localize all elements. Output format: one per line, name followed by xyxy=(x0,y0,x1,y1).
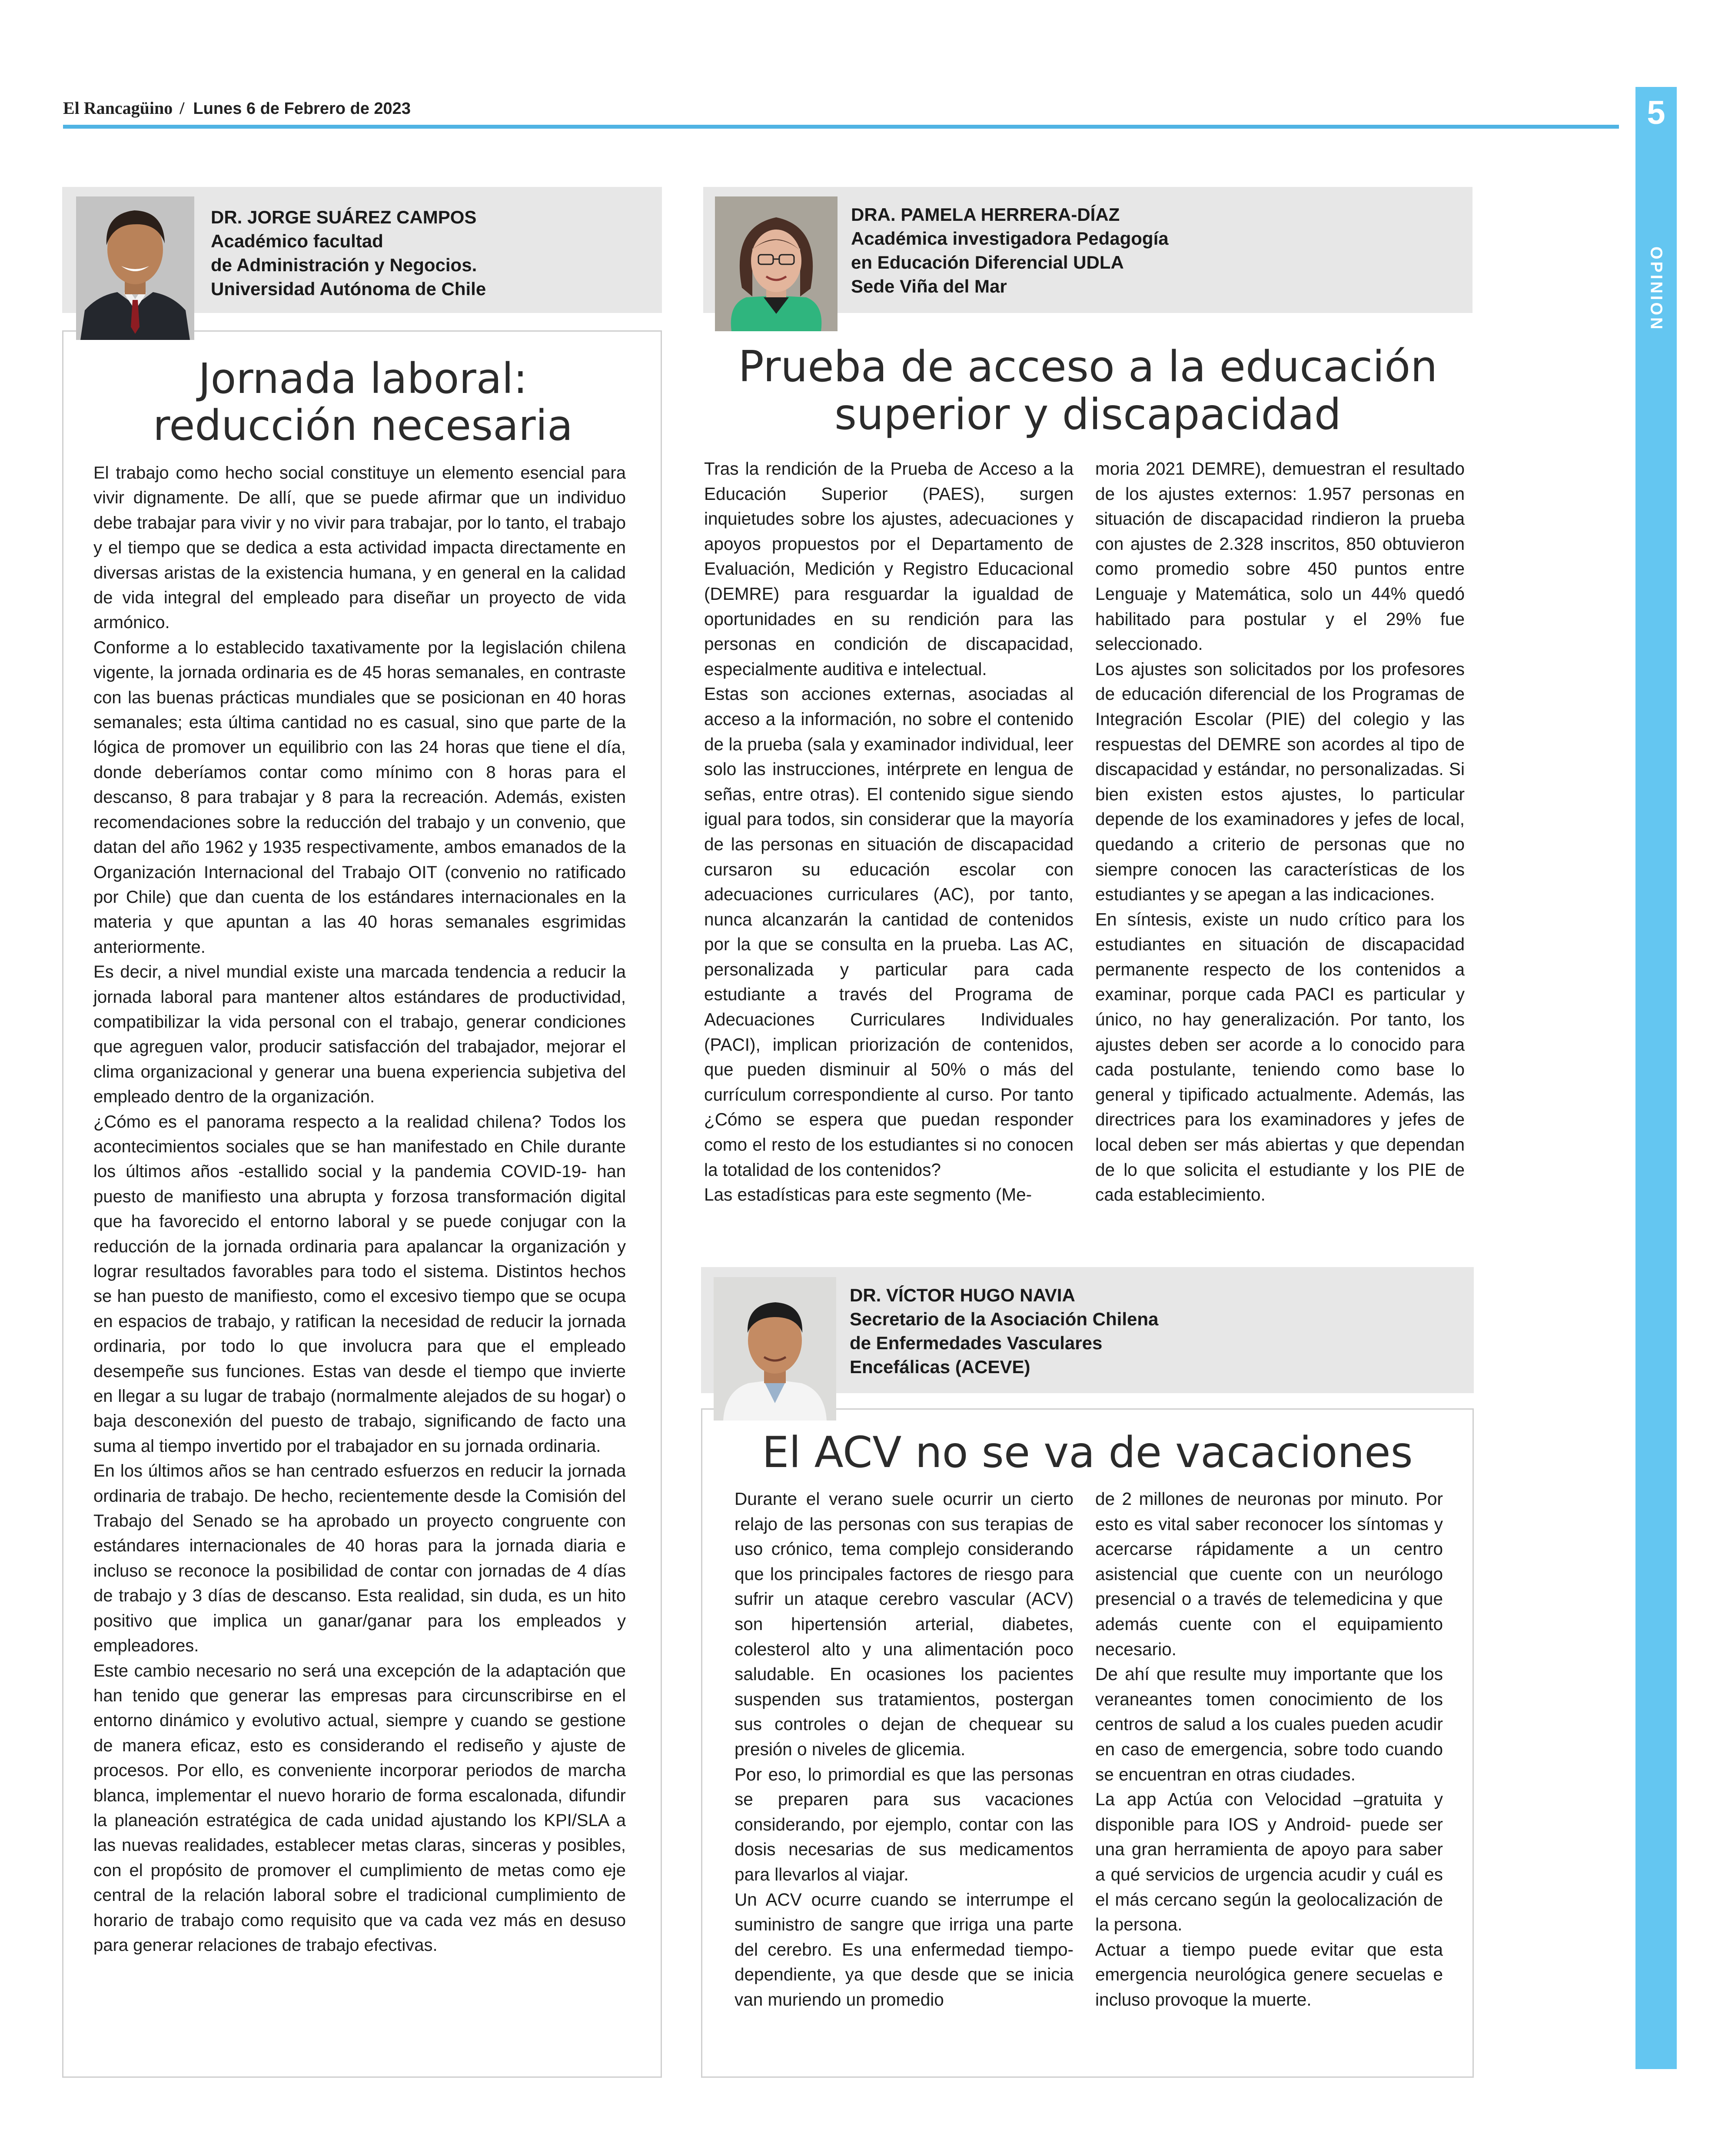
author-role: Universidad Autónoma de Chile xyxy=(211,279,486,299)
body-paragraph: Un ACV ocurre cuando se interrumpe el suministro de sangre que irriga una parte del cerebro. Es una enfermedad tiempo-dependiente, ya que desde que se inicia van muriendo un promedio xyxy=(735,1889,1074,2010)
body-paragraph: En síntesis, existe un nudo crítico para los estudiantes en situación de discapacidad permanente respecto de los contenidos a examinar, porque cada PACI es particular y único, no hay generalización. Por tanto, los ajustes deben ser acorde a lo conocido para cada postulante, teniendo como base lo general y tipificado actualmente. Además, las directrices para los examinadores y jefes de local deben ser más abiertas y que dependan de lo que solicita el estudiante y los PIE de cada establecimiento. xyxy=(1095,909,1465,1205)
headline-line: Jornada laboral: xyxy=(198,354,528,403)
body-paragraph: De ahí que resulte muy importante que los veraneantes tomen conocimiento de los centros de salud a los cuales pueden acudir en caso de emergencia, sobre todo cuando se encuentran en otras ciudades. xyxy=(1095,1664,1443,1784)
author-1-photo xyxy=(76,196,194,340)
headline-line: reducción necesaria xyxy=(153,401,573,450)
author-name: DRA. PAMELA HERRERA-DÍAZ xyxy=(851,204,1120,225)
body-paragraph: ¿Cómo es el panorama respecto a la realidad chilena? Todos los acontecimientos sociales que se han manifestado en Chile durante los últimos años -estallido social y la pandemia COVID-19- han puesto de manifiesto una abrupta y forzosa transformación digital que ha favorecido el entorno laboral y se puede conjugar con la reducción de la jornada ordinaria para apalancar la organización y lograr resultados favorables para todo el sistema. Distintos hechos se han puesto de manifiesto, como el excesivo tiempo que se ocupa en espacios de trabajo, y ratifican la necesidad de reducir la jornada ordinaria, por todo lo que involucra para que el empleado desempeñe sus funciones. Estas van desde el tiempo que invierte en llegar a su lugar de trabajo (normalmente alejados de su hogar) o baja desconexión del puesto de trabajo, significando de facto una suma al tiempo invertido por el trabajador en su jornada ordinaria. xyxy=(93,1112,626,1456)
author-2-photo xyxy=(715,196,838,331)
masthead-separator: / xyxy=(179,98,185,118)
author-role: Secretario de la Asociación Chilena xyxy=(850,1309,1159,1329)
body-paragraph: Por eso, lo primordial es que las personas se preparen para sus vacaciones considerando, por ejemplo, contar con las dosis necesarias de sus medicamentos para llevarlos al viajar. xyxy=(735,1764,1074,1884)
body-paragraph: de 2 millones de neuronas por minuto. Por esto es vital saber reconocer los síntomas y acercarse rápidamente a un centro asistencial que cuente con un neurólogo presencial o a través de telemedicina y que además cuente con el equipamiento necesario. xyxy=(1095,1489,1443,1659)
headline-line: El ACV no se va de vacaciones xyxy=(762,1428,1413,1477)
body-paragraph: Actuar a tiempo puede evitar que esta emergencia neurológica genere secuelas e incluso provoque la muerte. xyxy=(1095,1939,1443,2010)
author-role: Académico facultad xyxy=(211,231,383,251)
publication-date: Lunes 6 de Febrero de 2023 xyxy=(193,100,411,118)
article-3-headline xyxy=(701,1429,1474,1477)
article-2-headline xyxy=(703,343,1472,439)
body-paragraph: Es decir, a nivel mundial existe una marcada tendencia a reducir la jornada laboral para mantener altos estándares de productividad, compatibilizar la vida personal con el trabajo, generar condiciones que agreguen valor, producir satisfacción del trabajador, mejorar el clima organizacional y generar una buena experiencia subjetiva del empleado dentro de la organización. xyxy=(93,962,626,1107)
section-label: OPINION xyxy=(1647,246,1665,332)
article-2-column-1 xyxy=(704,456,1074,1208)
author-1-byline xyxy=(211,205,486,301)
article-3-column-1 xyxy=(735,1487,1074,2012)
body-paragraph: moria 2021 DEMRE), demuestran el resultado de los ajustes externos: 1.957 personas en situación de discapacidad rindieron la prueba con ajustes de 2.328 inscritos, 850 obtuvieron como promedio sobre 450 puntos entre Lenguaje y Matemática, solo un 44% quedó habilitado para postular y el 29% fue seleccionado. xyxy=(1095,459,1465,654)
header-rule xyxy=(63,125,1619,129)
article-3-column-2 xyxy=(1095,1487,1443,2012)
portrait-man-lab-coat-icon xyxy=(714,1277,836,1421)
body-paragraph: Los ajustes son solicitados por los profesores de educación diferencial de los Programas de Integración Escolar (PIE) del colegio y las respuestas del DEMRE son acordes al tipo de discapacidad y estándar, no personalizadas. Si bien existen estos ajustes, lo particular depende de los examinadores y jefes de local, quedando a criterio de personas que no siempre conocen las características de los estudiantes y se apegan a las indicaciones. xyxy=(1095,659,1465,905)
author-2-byline xyxy=(851,203,1169,298)
author-role: Sede Viña del Mar xyxy=(851,276,1007,296)
headline-line: Prueba de acceso a la educación xyxy=(738,342,1438,392)
author-name: DR. VÍCTOR HUGO NAVIA xyxy=(850,1285,1075,1305)
author-role: Académica investigadora Pedagogía xyxy=(851,228,1169,249)
body-paragraph: Estas son acciones externas, asociadas al acceso a la información, no sobre el contenido de la prueba (sala y examinador individual, leer solo las instrucciones, intérprete en lengua de señas, entre otras). El contenido sigue siendo igual para todos, sin considerar que la mayoría de las personas en situación de discapacidad cursaron su educación escolar con adecuaciones curriculares (AC), por tanto, nunca alcanzarán la cantidad de contenidos por la que se consulta en la prueba. Las AC, personalizada y particular para cada estudiante a través del Programa de Adecuaciones Curriculares Individuales (PACI), implican priorización de contenidos, que pueden disminuir al 50% o más del currículum correspondiente al curso. Por tanto ¿Cómo se espera que puedan responder como el resto de los estudiantes si no conocen la totalidad de los contenidos? xyxy=(704,684,1074,1180)
body-paragraph: Este cambio necesario no será una excepción de la adaptación que han tenido que generar las empresas para circunscribirse en el entorno dinámico y evolutivo actual, siempre y cuando se gestione de manera eficaz, esto es considerando el rediseño y ajuste de procesos. Por ello, es conveniente incorporar periodos de marcha blanca, implementar el nuevo horario de forma escalonada, difundir la planeación estratégica de cada unidad ajustando los KPI/SLA a las nuevas realidades, establecer metas claras, sinceras y posibles, con el propósito de promover el cumplimiento de metas como eje central de la relación laboral sobre el tradicional cumplimiento de horario de trabajo como requisito que va cada vez más en desuso para generar relaciones de trabajo efectivas. xyxy=(93,1661,626,1955)
portrait-woman-glasses-icon xyxy=(715,196,838,331)
article-2-column-2 xyxy=(1095,456,1465,1208)
body-paragraph: Las estadísticas para este segmento (Me- xyxy=(704,1184,1032,1205)
body-paragraph: Tras la rendición de la Prueba de Acceso a la Educación Superior (PAES), surgen inquietudes sobre los ajustes, adecuaciones y apoyos propuestos por el Departamento de Evaluación, Medición y Registro Educacional (DEMRE) para resguardar la igualdad de oportunidades en su rendición para las personas en condición de discapacidad, especialmente auditiva e intelectual. xyxy=(704,459,1074,679)
body-paragraph: El trabajo como hecho social constituye un elemento esencial para vivir dignamente. De allí, que se puede afirmar que un individuo debe trabajar para vivir y no vivir para trabajar, por lo tanto, el trabajo y el tiempo que se dedica a esta actividad impacta directamente en diversas aristas de la existencia humana, y en general en la calidad de vida integral del empleado para diseñar un proyecto de vida armónico. xyxy=(93,463,626,632)
author-role: de Administración y Negocios. xyxy=(211,255,477,275)
body-paragraph: La app Actúa con Velocidad –gratuita y disponible para IOS y Android- puede ser una gran herramienta de apoyo para saber a qué servicios de urgencia acudir y cuál es el más cercano según la geolocalización de la persona. xyxy=(1095,1789,1443,1935)
author-role: Encefálicas (ACEVE) xyxy=(850,1357,1030,1377)
section-side-tab xyxy=(1635,87,1677,2069)
newspaper-name: El Rancagüino xyxy=(63,98,173,118)
article-1-headline xyxy=(83,356,643,449)
body-paragraph: Conforme a lo establecido taxativamente por la legislación chilena vigente, la jornada ordinaria es de 45 horas semanales, en contraste con las buenas prácticas mundiales que se posicionan en 40 horas semanales; esta última cantidad no es casual, sino que parte de la lógica de promover un equilibrio con las 24 horas que tiene el día, donde deberíamos contar como mínimo con 8 horas para el descanso, 8 para trabajar y 8 para la recreación. Además, existen recomendaciones sobre la reducción del trabajo y un convenio, que datan del año 1962 y 1935 respectivamente, ambos emanados de la Organización Internacional del Trabajo OIT (convenio no ratificado por Chile) que dan cuenta de los estándares internacionales en la materia y que apuntan a las 40 horas semanales esgrimidas anteriormente. xyxy=(93,638,626,957)
article-1-column-1 xyxy=(93,461,626,1958)
author-3-byline xyxy=(850,1283,1158,1379)
portrait-man-suit-icon xyxy=(76,196,194,340)
body-paragraph: Durante el verano suele ocurrir un cierto relajo de las personas con sus terapias de uso crónico, tema complejo considerando que los principales factores de riesgo para sufrir un ataque cerebro vascular (ACV) son hipertensión arterial, diabetes, colesterol alto y una alimentación poco saludable. En ocasiones los pacientes suspenden sus tratamientos, postergan sus controles o dejan de chequear su presión o niveles de glicemia. xyxy=(735,1489,1074,1759)
headline-line: superior y discapacidad xyxy=(834,389,1341,439)
author-role: en Educación Diferencial UDLA xyxy=(851,252,1124,273)
author-role: de Enfermedades Vasculares xyxy=(850,1333,1103,1353)
author-3-photo xyxy=(714,1277,836,1421)
body-paragraph: En los últimos años se han centrado esfuerzos en reducir la jornada ordinaria de trabajo. De hecho, recientemente desde la Comisión del Trabajo del Senado se ha aprobado un proyecto congruente con estándares internacionales de 40 horas para la jornada diaria e incluso se reconoce la posibilidad de contar con jornadas de 4 días de trabajo y 3 días de descanso. Esta realidad, sin duda, es un hito positivo que implica un ganar/ganar para los empleados y empleadores. xyxy=(93,1461,626,1656)
page-number: 5 xyxy=(1647,94,1665,131)
masthead xyxy=(63,98,411,118)
author-name: DR. JORGE SUÁREZ CAMPOS xyxy=(211,207,477,227)
